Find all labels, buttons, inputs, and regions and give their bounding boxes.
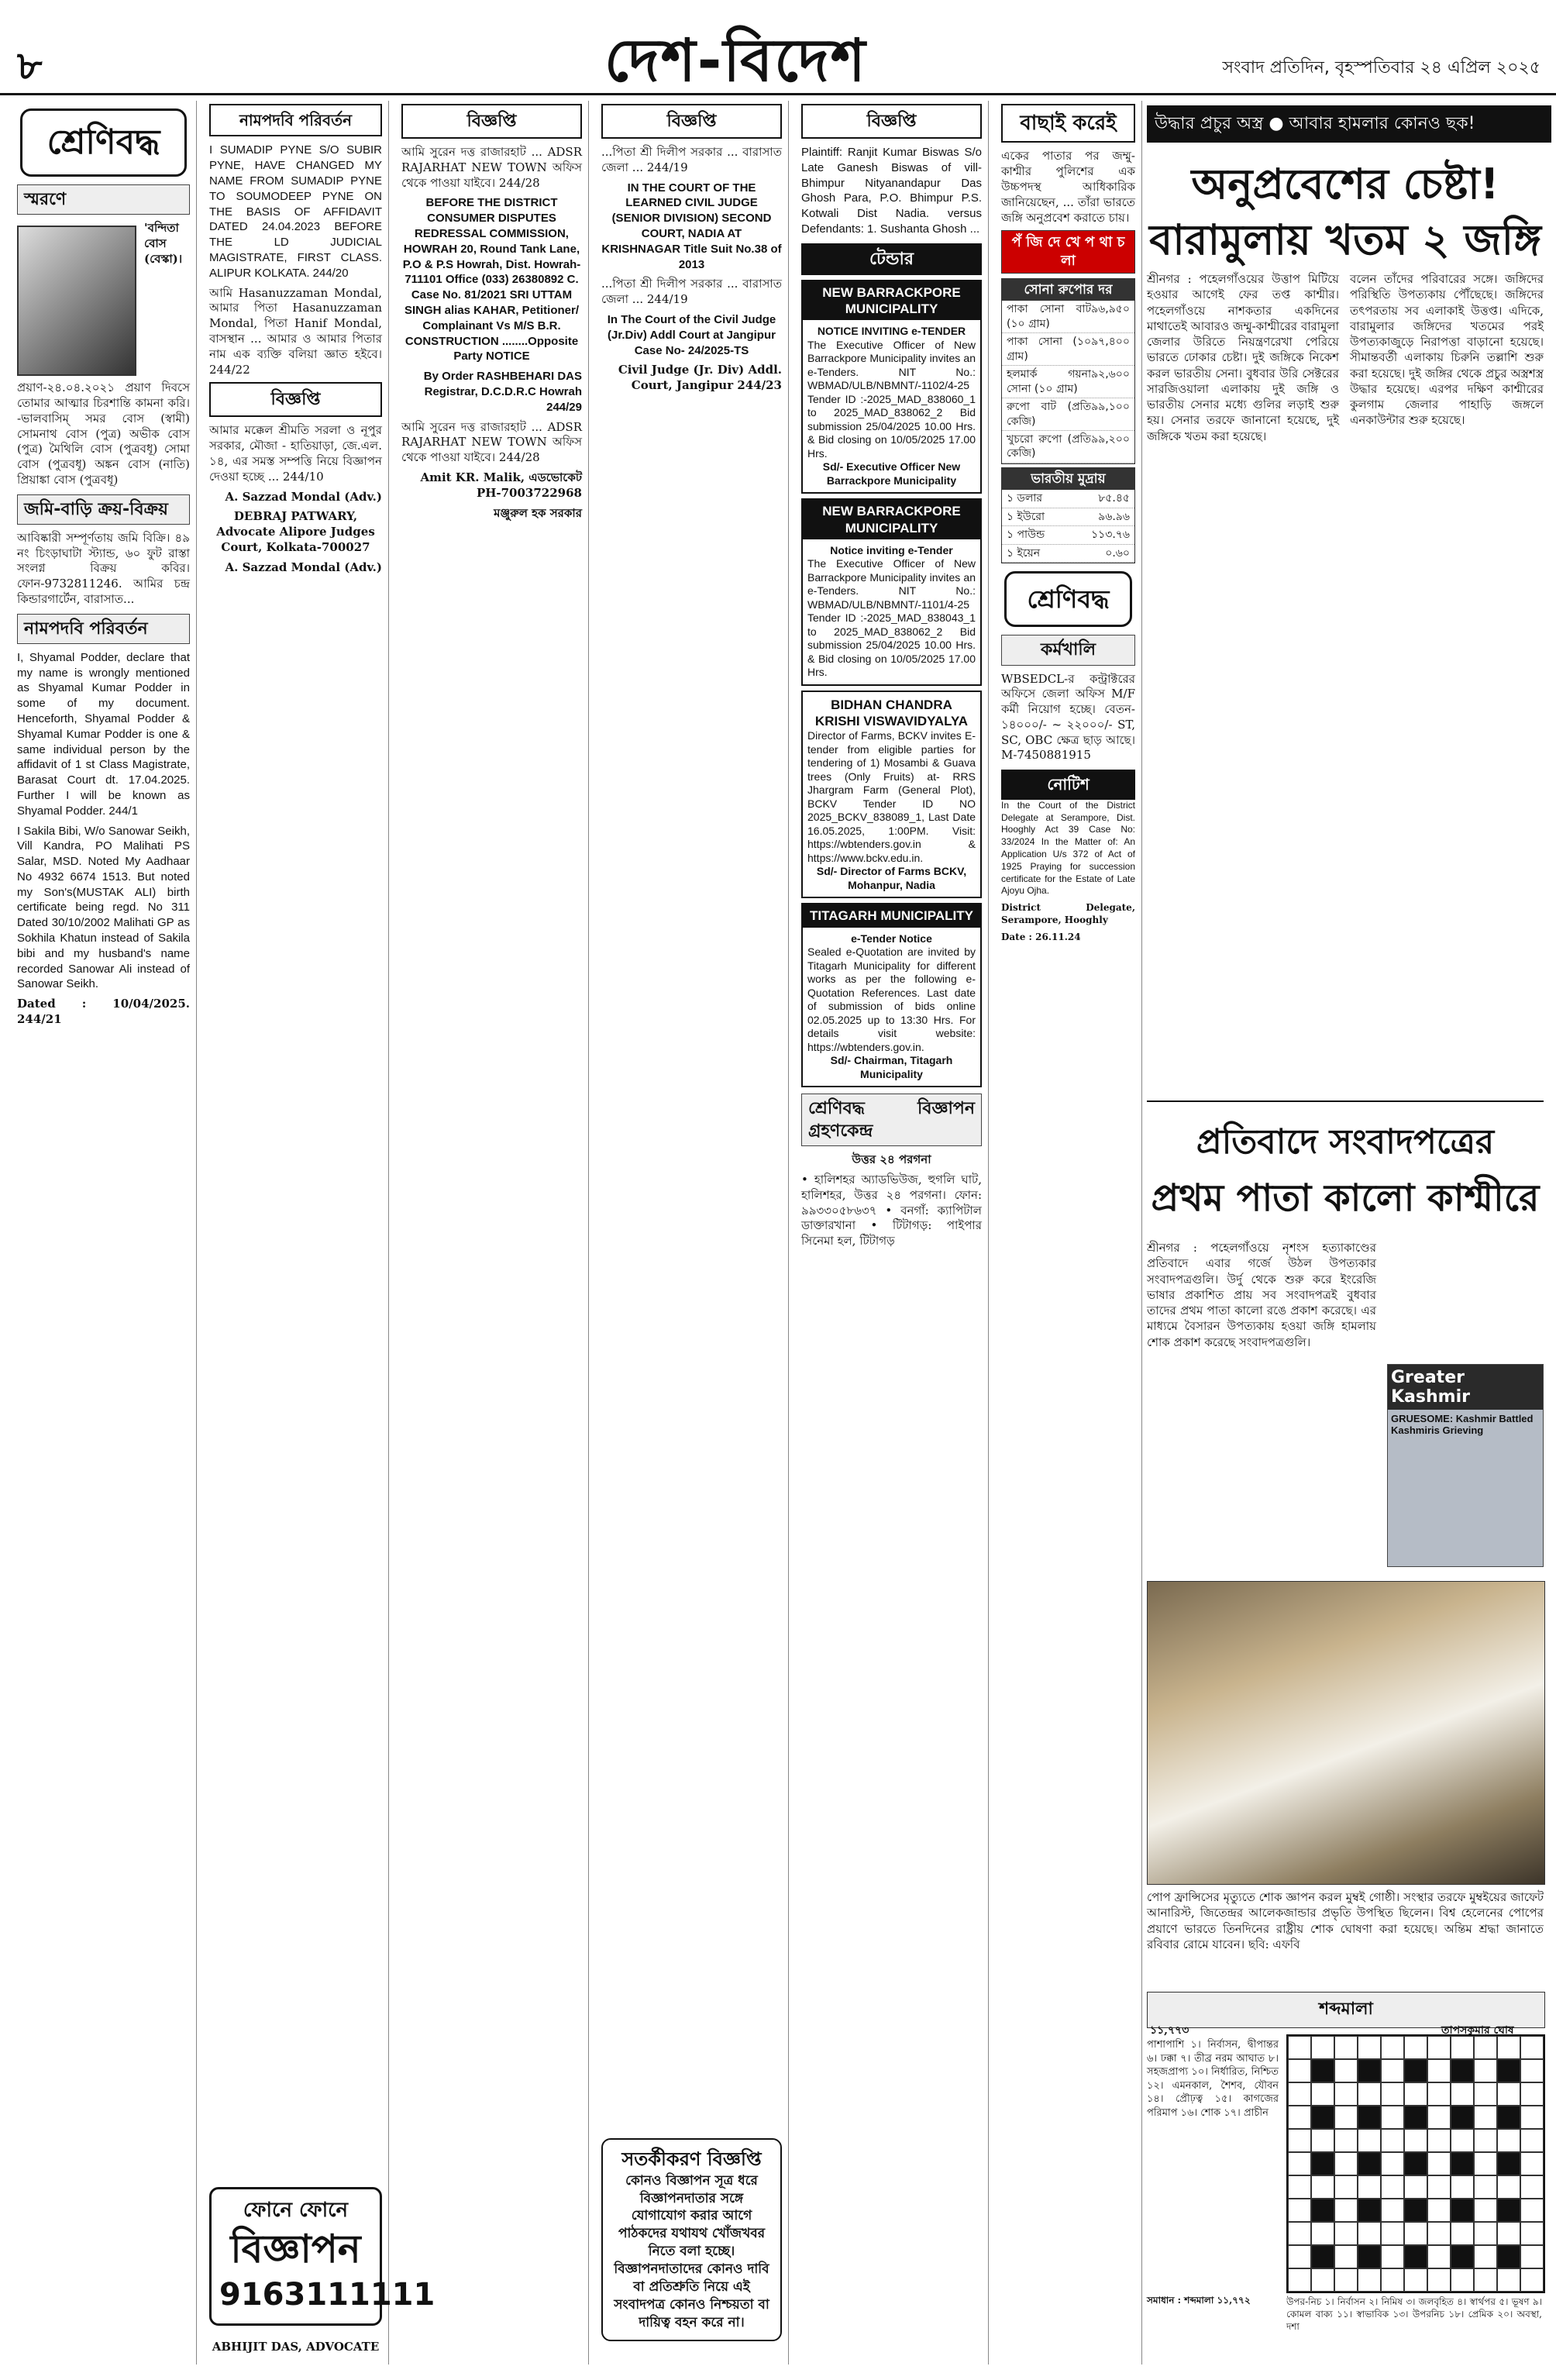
crossword-cell <box>1334 2082 1358 2106</box>
crossword-cell <box>1427 2175 1451 2199</box>
land-header: জমি-বাড়ি ক্রয়-বিক্রয় <box>17 494 190 525</box>
column-court <box>595 101 789 2365</box>
crossword-cell <box>1288 2036 1311 2059</box>
notice-body: আমার মক্কেল শ্রীমতি সরলা ও নূপুর সরকার, মৌজা - হাতিয়াড়া, জে.এল. ১৪, এর সমস্ত সম্পত্তি নিয়ে বিজ্ঞাপন দেওয়া হচ্ছে ... 244/10 <box>209 423 382 484</box>
crossword-cell <box>1404 2036 1427 2059</box>
jobs-text: WBSEDCL-র কন্ট্রাক্টরের অফিসে জেলা অফিস M/F কর্মী নিয়োগ হচ্ছে। বেতন- ১৪০০০/- ~ ২২০০০/- ST, SC, OBC ক্ষেত্র ছাড় আছে। M-7450881915 <box>1001 671 1135 763</box>
crossword-cell <box>1427 2268 1451 2292</box>
crossword-cell <box>1358 2059 1381 2082</box>
separator <box>1147 1100 1544 1102</box>
gk-subtitle: GRUESOME: Kashmir Battled Kashmiris Grieving <box>1391 1413 1534 1436</box>
currency-row: ১ পাউন্ড ১১৩.৭৬ <box>1002 526 1134 544</box>
consumer-sign: By Order RASHBEHARI DAS Registrar, D.C.D.R.C Howrah 244/29 <box>423 370 582 414</box>
crossword-cell <box>1334 2199 1358 2222</box>
crossword-cell <box>1497 2106 1520 2129</box>
crossword-cell <box>1404 2199 1427 2222</box>
notice-date: Date : 26.11.24 <box>1001 931 1081 942</box>
advocate-1: A. Sazzad Mondal (Adv.) <box>225 489 382 504</box>
crossword-cell <box>1381 2222 1404 2245</box>
headline-2: বারামুলায় খতম ২ জঙ্গি <box>1149 215 1541 264</box>
tender-1-sub: NOTICE INVITING e-TENDER <box>817 325 966 338</box>
crossword-cell <box>1497 2129 1520 2152</box>
tender-3-sign: Sd/- Director of Farms BCKV, Mohanpur, Nadia <box>816 865 967 891</box>
crossword-cell <box>1381 2199 1404 2222</box>
land-text: আবিষ্কারী সম্পূর্ণতায় জমি বিক্রি। ৪৯ নং চিংড়াঘাটা স্ট্যান্ড, ৬০ ফুট রাস্তা সংলগ্ন বিক্রয় কবির। ফোন-9732811246. আমির চন্দ্র কিন্ডারগার্টেন, বারাসাত... <box>17 530 190 606</box>
crossword-cell <box>1358 2036 1381 2059</box>
crossword-cell <box>1451 2106 1474 2129</box>
date-line: Dated : 10/04/2025. 244/21 <box>17 997 190 1027</box>
crossword-cell <box>1474 2245 1497 2268</box>
tender-4-head: TITAGARH MUNICIPALITY <box>803 904 980 927</box>
crossword-cell <box>1311 2059 1334 2082</box>
crossword-cell <box>1358 2245 1381 2268</box>
notice-col3-body: আমি সুরেন দত্ত রাজারহাট ... ADSR RAJARHAT NEW TOWN অফিস থেকে পাওয়া যাইবে। 244/28 <box>401 145 582 190</box>
jobs-header: কর্মখালি <box>1001 635 1135 665</box>
tender-header: টেন্ডার <box>801 243 982 275</box>
tender-4-body: Sealed e-Quotation are invited by Titagarh Municipality for different works as per the following e-Quotation References. Last date of submission of bids online 02.05.2025 up to 13:30 Hrs. For details visit website: https://wbtenders.gov.in. <box>807 945 976 1053</box>
crossword-cell <box>1427 2129 1451 2152</box>
tender-2-head: NEW BARRACKPORE MUNICIPALITY <box>803 500 980 539</box>
phone-ad <box>209 2187 435 2326</box>
crossword-cell <box>1311 2082 1334 2106</box>
crossword-cell <box>1474 2199 1497 2222</box>
court-notice-2: In The Court of the Civil Judge (Jr.Div) Addl Court at Jangipur Case No- 24/2025-TS <box>607 313 776 357</box>
crossword-cell <box>1497 2222 1520 2245</box>
column-notice <box>395 101 589 2365</box>
crossword-cell <box>1520 2245 1544 2268</box>
warning-box <box>601 2138 782 2341</box>
crossword-cell <box>1288 2106 1311 2129</box>
currency-row: ১ ডলার ৮৫.৪৫ <box>1002 490 1134 508</box>
crossword-cell <box>1520 2268 1544 2292</box>
crossword-cell <box>1474 2152 1497 2175</box>
crossword-cell <box>1451 2129 1474 2152</box>
crossword-cell <box>1474 2106 1497 2129</box>
crossword-cell <box>1334 2175 1358 2199</box>
crossword-cell <box>1520 2082 1544 2106</box>
crossword-cell <box>1451 2199 1474 2222</box>
tender-3-head: BIDHAN CHANDRA KRISHI VISWAVIDYALYA <box>814 697 969 729</box>
crossword-cell <box>1358 2199 1381 2222</box>
crossword-cell <box>1520 2222 1544 2245</box>
crossword-cell <box>1334 2152 1358 2175</box>
notice-sign: District Delegate, Serampore, Hooghly <box>1001 902 1135 926</box>
currency-row: ১ ইউরো ৯৬.৯৬ <box>1002 508 1134 526</box>
crossword-cell <box>1497 2268 1520 2292</box>
crossword-cell <box>1288 2129 1311 2152</box>
crossword-cell <box>1404 2106 1427 2129</box>
news-banner: উদ্ধার প্রচুর অস্ত্র ● আবার হামলার কোনও ছক! <box>1147 105 1551 143</box>
crossword-cell <box>1474 2175 1497 2199</box>
notice-col4-body-2: ...পিতা শ্রী দিলীপ সরকার ... বারাসাত জেলা ... 244/19 <box>601 277 782 307</box>
crossword-cell <box>1288 2082 1311 2106</box>
advocate-manjurul: মঞ্জুরুল হক সরকার <box>494 505 582 520</box>
namechange-header: নামপদবি পরিবর্তন <box>17 614 190 644</box>
crossword-cell <box>1404 2175 1427 2199</box>
crossword-cell <box>1311 2245 1334 2268</box>
crossword-cell <box>1334 2036 1358 2059</box>
crossword-cell <box>1451 2059 1474 2082</box>
phone-ad-line1: ফোনে ফোনে <box>243 2198 349 2222</box>
memorial-photo <box>17 226 136 376</box>
notice-col3-header: বিজ্ঞপ্তি <box>401 104 582 139</box>
crossword-cell <box>1497 2152 1520 2175</box>
crossword-cell <box>1451 2036 1474 2059</box>
story-b: বলেন তাঁদের পরিবারের সঙ্গে। জঙ্গিদের পরিস্থিতি উপত্যকায় পৌঁছেছে। জঙ্গিদের তৎপরতায় সব এলাকাই উত্তপ্ত। এদিকে, বারামুলার জঙ্গিদের খতমের পরই উপত্যকাজুড়ে নিরাপত্তা বাড়ানো হয়েছে। সীমান্তবর্তী এলাকায় চিরুনি তল্লাশি শুরু করা হয়েছে। দুই জঙ্গির থেকে প্রচুর অস্ত্রশস্ত্র উদ্ধার হয়েছে। এরপর দক্ষিণ কাশ্মীরের কুলগাম জেলার পাহাড়ি জঙ্গলে এনকাউন্টার শুরু হয়েছে। <box>1350 272 1544 428</box>
currency-rate-box <box>1001 467 1135 563</box>
crossword-cell <box>1358 2152 1381 2175</box>
gold-row: খুচরো রুপো (প্রতি কেজি) ৯৯,২০০ <box>1002 431 1134 463</box>
crossword-cell <box>1497 2059 1520 2082</box>
tender-2-body: The Executive Officer of New Barrackpore Municipality invites an e-Tenders. NIT No.: WBMAD/ULB/NBMNT/-1101/4-25 Tender ID :-2025_MAD_838043_1 to 2025_MAD_838062_2 Bid submission 25/04/2025 10.00 Hrs. & Bid closing on 10/05/2025 17.00 Hrs. <box>807 557 976 679</box>
crossword-cell <box>1474 2059 1497 2082</box>
page-number: ৮ <box>17 43 43 88</box>
crossword-cell <box>1404 2245 1427 2268</box>
crossword-cell <box>1381 2059 1404 2082</box>
crossword-cell <box>1497 2082 1520 2106</box>
crossword-cell <box>1404 2082 1427 2106</box>
notice-col4-header: বিজ্ঞপ্তি <box>601 104 782 139</box>
gold-rate-header: সোনা রুপোর দর <box>1002 279 1134 301</box>
dateline: সংবাদ প্রতিদিন, বৃহস্পতিবার ২৪ এপ্রিল ২০২৫ <box>1222 58 1541 77</box>
crossword-cell <box>1404 2268 1427 2292</box>
crossword-cell <box>1474 2082 1497 2106</box>
tender-4-sign: Sd/- Chairman, Titagarh Municipality <box>830 1054 953 1080</box>
crossword-cell <box>1451 2175 1474 2199</box>
crossword-cell <box>1427 2106 1451 2129</box>
crossword-cell <box>1334 2268 1358 2292</box>
crossword-cell <box>1451 2245 1474 2268</box>
classified-title-2: শ্রেণিবদ্ধ <box>1004 571 1132 627</box>
notice-header: বিজ্ঞপ্তি <box>209 382 382 417</box>
crossword-cell <box>1311 2199 1334 2222</box>
column-news-rates <box>995 101 1142 2365</box>
phone-ad-line2: বিজ্ঞাপন <box>230 2227 361 2272</box>
crossword-cell <box>1404 2129 1427 2152</box>
section-title: দেশ-বিদেশ <box>604 26 867 95</box>
crossword-cell <box>1451 2082 1474 2106</box>
crossword-cell <box>1497 2199 1520 2222</box>
crossword-cell <box>1520 2036 1544 2059</box>
crossword-number: ১১,৭৭৩ <box>1150 2024 1189 2037</box>
region-north24: উত্তর ২৪ পরগনা <box>852 1152 931 1167</box>
crossword-cell <box>1311 2222 1334 2245</box>
column-name-change <box>203 101 435 2365</box>
crossword-cell <box>1404 2152 1427 2175</box>
classified-title: শ্রেণিবদ্ধ <box>20 108 187 177</box>
column-classifieds <box>11 101 197 2365</box>
crossword-cell <box>1311 2152 1334 2175</box>
crossword-cell <box>1381 2152 1404 2175</box>
crossword-cell <box>1334 2106 1358 2129</box>
gold-row: পাকা সোনা (১০ গ্রাম) ৯৭,৪০০ <box>1002 333 1134 366</box>
column-tenders <box>795 101 989 2365</box>
crossword-cell <box>1288 2059 1311 2082</box>
crossword-cell <box>1497 2245 1520 2268</box>
crossword-cell <box>1381 2129 1404 2152</box>
tender-notice-4 <box>801 903 982 1087</box>
crossword-cell <box>1427 2245 1451 2268</box>
agent-list: • হালিশহর অ্যাডভিউজ, হুগলি ঘাট, হালিশহর, উত্তর ২৪ পরগনা। ফোন: ৯৯৩৩০৫৮৬৩৭ • বনগাঁ: ক্যাপিটাল ডাক্তারখানা • টিটাগড়: পাইপার সিনেমা হল, টিটাগড় <box>801 1172 982 1249</box>
bachhai-header: বাছাই করেই <box>1001 104 1135 143</box>
pope-photo <box>1147 1581 1545 1885</box>
namechange-col-header: নামপদবি পরিবর্তন <box>209 104 382 136</box>
crossword-cell <box>1474 2129 1497 2152</box>
crossword-cell <box>1381 2106 1404 2129</box>
tender-3-body: Director of Farms, BCKV invites E-tender from eligible parties for tendering of 1) Mosambi & Guava trees (Only Fruits) at- RRS Jhargram Farm (General Plot), BCKV Tender ID NO 2025_BCKV_838089_1, Last Date 16.05.2025, 1:00PM. Visit: https://wbtenders.gov.in & https://www.bckv.edu.in. <box>807 729 976 864</box>
gold-row: রুপো বাট (প্রতি কেজি) ৯৯,১০০ <box>1002 398 1134 431</box>
crossword-cell <box>1427 2036 1451 2059</box>
tender-1-body: The Executive Officer of New Barrackpore Municipality invites an e-Tenders. NIT No.: WBMAD/ULB/NBMNT/-1102/4-25 Tender ID :-2025_MAD_838060_1 to 2025_MAD_838062_2 Bid submission 25/04/2025 10.00 Hrs. & Bid closing on 10/05/2025 17.00 Hrs. <box>807 338 976 460</box>
crossword-cell <box>1311 2106 1334 2129</box>
headline-3: প্রতিবাদে সংবাদপত্রের <box>1196 1122 1495 1162</box>
crossword-cell <box>1358 2129 1381 2152</box>
crossword-cell <box>1288 2268 1311 2292</box>
notice-header-2: নোটিশ <box>1001 770 1135 799</box>
consumer-notice: BEFORE THE DISTRICT CONSUMER DISPUTES REDRESSAL COMMISSION, HOWRAH 20, Round Tank Lane, P.O & P.S Howrah, Dist. Howrah-711101 Office (033) 26380892 C. Case No. 81/2021 SRI UTTAM SINGH alias KAHAR, Petitioner/ Complainant Vs M/S B.R. CONSTRUCTION ........Opposite Party NOTICE <box>402 196 581 363</box>
civil-judge: Civil Judge (Jr. Div) Addl. Court, Jangipur 244/23 <box>618 363 782 393</box>
crossword-cell <box>1474 2036 1497 2059</box>
crossword-cell <box>1288 2152 1311 2175</box>
crossword-cell <box>1427 2059 1451 2082</box>
advocate-2: DEBRAJ PATWARY, Advocate Alipore Judges Court, Kolkata-700027 <box>216 509 375 554</box>
crossword-cell <box>1288 2245 1311 2268</box>
crossword-clues-across: পাশাপাশি ১। নির্বাসন, দ্বীপান্তর ৬। ঢক্কা ৭। তীব্র নরম আঘাত ৮। সহজপ্রাপ্য ১০। নির্ধারিত, নিশ্চিত ১২। এমনকাল, শৈশব, যৌবন ১৪। প্রৌঢ়ত্ব ১৫। কাগজের পরিমাপ ১৬। শোক ১৭। প্রাচীন <box>1147 2039 1279 2119</box>
crossword-cell <box>1288 2222 1311 2245</box>
crossword-cell <box>1381 2245 1404 2268</box>
crossword-cell <box>1288 2175 1311 2199</box>
memorial-text: প্রয়াণ-২৪.০৪.২০২১ প্রয়াণ দিবসে তোমার আত্মার চিরশান্তি কামনা করি। -ভালবাসিম্ সমর বোস (স্বামী) সোমনাথ বোস (পুত্র) অভীক বোস (পুত্র) মৈথিলি বোস (পুত্রবধূ) সোমা বোস (পুত্রবধূ) অঙ্কন বোস (নাতি) প্রিয়াঙ্কা বোস (পুত্রবধূ) <box>17 381 190 487</box>
tender-2-sub: Notice inviting e-Tender <box>830 543 953 556</box>
namechange-text-2: I Sakila Bibi, W/o Sanowar Seikh, Vill Kandra, PO Malihati PS Salar, MSD. Noted My Aadhaar No 4932 6674 1513. But noted my Son's(MUSTAK ALI) birth certificate being regd. No 311 Dated 30/10/2002 Malihati GP as Sokhila Khatun instead of Sakila bibi and my husband's name recorded Sanowar Ali instead of Sanowar Seikh. <box>17 824 190 991</box>
crossword-author: তাপসকুমার ঘোষ <box>1441 2024 1514 2037</box>
crossword-clues-header <box>1150 2021 1189 2040</box>
warning-title: সতর্কীকরণ বিজ্ঞপ্তি <box>621 2148 762 2170</box>
tender-notice-2 <box>801 498 982 686</box>
affidavit-text: I SUMADIP PYNE S/O SUBIR PYNE, HAVE CHANGED MY NAME FROM SUMADIP PYNE TO SOUMODEEP PYNE ON THE BASIS OF AFFIDAVIT DATED 24.04.2023 BEFORE THE LD JUDICIAL MAGISTRATE, FIRST CLASS. ALIPUR KOLKATA. 244/20 <box>209 143 382 280</box>
warning-text: কোনও বিজ্ঞাপন সূত্র ধরে বিজ্ঞাপনদাতার সঙ্গে যোগাযোগ করার আগে পাঠকদের যথাযথ খোঁজখবর নিতে বলা হচ্ছে। বিজ্ঞাপনদাতাদের কোনও দাবি বা প্রতিশ্রুতি নিয়ে এই সংবাদপত্র কোনও নিশ্চয়তা বা দায়িত্ব বহন করে না। <box>614 2172 769 2331</box>
gold-row: হলমার্ক গয়না সোনা (১০ গ্রাম) ৯২,৬০০ <box>1002 366 1134 398</box>
crossword-cell <box>1451 2268 1474 2292</box>
crossword-cell <box>1520 2175 1544 2199</box>
crossword-title: শব্দমালা <box>1147 1992 1545 2028</box>
crossword-cell <box>1311 2268 1334 2292</box>
crossword-cell <box>1358 2175 1381 2199</box>
advocate-3: A. Sazzad Mondal (Adv.) <box>225 560 382 574</box>
crossword-cell <box>1334 2059 1358 2082</box>
tender-notice-3 <box>801 691 982 899</box>
newspaper-image <box>1387 1364 1544 1567</box>
advocate-amit: Amit KR. Malik, এডভোকেট PH-7003722968 <box>420 470 582 500</box>
crossword-cell <box>1404 2059 1427 2082</box>
court-notice: IN THE COURT OF THE LEARNED CIVIL JUDGE (SENIOR DIVISION) SECOND COURT, NADIA AT KRISHNAGAR Title Suit No.38 of 2013 <box>601 181 782 271</box>
crossword-cell <box>1520 2129 1544 2152</box>
classified-centers-header: শ্রেণিবদ্ধ বিজ্ঞাপন গ্রহণকেন্দ্র <box>801 1094 982 1146</box>
notice-col4-body: ...পিতা শ্রী দিলীপ সরকার ... বারাসাত জেলা ... 244/19 <box>601 145 782 174</box>
crossword-clues-down: উপর-নিচ ১। নির্বাসন ২। নিমিষ ৩। জলবৃহিত ৪। স্বার্থপর ৫। ভূষণ ৯। কোমল বাক্য ১১। স্বাভাবিক ১৩। উপরনিচ ১৮। প্রেমিক ২০। অবস্থা, দশা <box>1286 2296 1542 2333</box>
tender-1-sign: Sd/- Executive Officer New Barrackpore Municipality <box>822 460 961 487</box>
tender-1-head: NEW BARRACKPORE MUNICIPALITY <box>803 281 980 321</box>
notice-col3-body-2: আমি সুরেন দত্ত রাজারহাট ... ADSR RAJARHAT NEW TOWN অফিস থেকে পাওয়া যাইবে। 244/28 <box>401 419 582 465</box>
crossword-cell <box>1381 2175 1404 2199</box>
crossword-cell <box>1404 2222 1427 2245</box>
crossword-cell <box>1311 2129 1334 2152</box>
crossword-cell <box>1288 2199 1311 2222</box>
crossword-cell <box>1451 2152 1474 2175</box>
crossword-cell <box>1358 2222 1381 2245</box>
masthead <box>0 0 1556 95</box>
tender-4-sub: e-Tender Notice <box>851 932 932 945</box>
story-a: শ্রীনগর : পহেলগাঁওয়ের উত্তাপ মিটিয়ে হওয়ার আগেই ফের তপ্ত কাশ্মীর। পহেলগাঁওয়ে নাশকতার একদিনের মাথাতেই আবারও জম্মু-কাশ্মীরের বারামুলা জেলার উরিতে নিয়ন্ত্রণরেখা পেরিয়ে ভারতে ঢোকার চেষ্টা। দুই জঙ্গিকে নিকেশ করল ভারতীয় সেনা। বুধবার উরি সেক্টরের সারজিওয়ালা এলাকায় দুই জঙ্গি ও ভারতীয় সেনার মধ্যে গুলির লড়াই শুরু হয়। সেনার তরফে জানানো হয়েছে, দুই জঙ্গিকে খতম করা হয়েছে। <box>1147 272 1339 443</box>
crossword-cell <box>1520 2152 1544 2175</box>
memorial-name: 'বন্দিতা বোস (বেস্কা)। <box>144 221 183 266</box>
crossword-cell <box>1381 2036 1404 2059</box>
gold-row: পাকা সোনা বাট (১০ গ্রাম) ৯৬,৯৫০ <box>1002 301 1134 333</box>
notice-col5-header: বিজ্ঞপ্তি <box>801 104 982 139</box>
crossword-cell <box>1334 2222 1358 2245</box>
crossword-grid <box>1286 2034 1545 2293</box>
crossword-cell <box>1427 2199 1451 2222</box>
currency-row: ১ ইয়েন ০.৬০ <box>1002 545 1134 563</box>
succession-notice: In the Court of the District Delegate at Serampore, Dist. Hooghly Act 39 Case No: 33/2024 In the Matter of: An Application U/s 372 of Act of 1925 Praying for succession certificate for the Estate of Late Ajoyu Ojha. <box>1001 799 1135 897</box>
crossword-cell <box>1427 2222 1451 2245</box>
almanac-header: পঁ জি দে খে প থা চ লা <box>1002 231 1134 273</box>
footer-advocate: ABHIJIT DAS, ADVOCATE <box>212 2340 380 2354</box>
headline-4: প্রথম পাতা কালো কাশ্মীরে <box>1151 1176 1540 1220</box>
currency-header: ভারতীয় মুদ্রায় <box>1002 468 1134 490</box>
story-c: শ্রীনগর : পহেলগাঁওয়ে নৃশংস হত্যাকাণ্ডের প্রতিবাদে এবার গর্জে উঠল উপত্যকার সংবাদপত্রগুলি। উর্দু থেকে শুরু করে ইংরেজি ভাষার প্রকাশিত প্রায় সব সংবাদপত্রই বুধবার তাদের প্রথম পাতা কালো রঙে প্রকাশ করেছে। এর মাধ্যমে বৈসারন উপত্যকায় হওয়া জঙ্গি হামলায় শোক প্রকাশ করেছে সংবাদপত্রগুলি। <box>1147 1241 1376 1349</box>
almanac-box <box>1001 230 1135 274</box>
crossword-cell <box>1334 2129 1358 2152</box>
crossword-cell <box>1427 2082 1451 2106</box>
crossword-cell <box>1520 2199 1544 2222</box>
crossword-cell <box>1497 2036 1520 2059</box>
crossword-cell <box>1497 2175 1520 2199</box>
plaintiff-text: Plaintiff: Ranjit Kumar Biswas S/o Late Ganesh Biswas of vill-Bhimpur Nityanandapur Das Ghosh Para, P.O. Bhimpur P.S. Kotwali Dist Nadia. versus Defendants: 1. Sushanta Ghosh ... <box>801 146 982 236</box>
crossword-solution: সমাধান : শব্দমালা ১১,৭৭২ <box>1147 2295 1251 2306</box>
gk-title: Greater Kashmir <box>1388 1365 1543 1410</box>
crossword-cell <box>1427 2152 1451 2175</box>
crossword-cell <box>1311 2175 1334 2199</box>
phone-ad-number: 9163111111 <box>219 2277 435 2313</box>
crossword-cell <box>1474 2222 1497 2245</box>
crossword-cell <box>1451 2222 1474 2245</box>
headline-1: অনুপ্রবেশের চেষ্টা! <box>1191 160 1499 208</box>
crossword-cell <box>1358 2082 1381 2106</box>
memorial-header: স্মরণে <box>17 184 190 215</box>
crossword-cell <box>1520 2106 1544 2129</box>
crossword-cell <box>1358 2106 1381 2129</box>
crossword-cell <box>1381 2082 1404 2106</box>
namechange-text: I, Shyamal Podder, declare that my name is wrongly mentioned as Shyamal Kumar Podder in some of my document. Henceforth, Shyamal Podder & Shyamal Kumar Podder is one & same individual person by the affidavit of 1 st Class Magistrate, Barasat Court dt. 17.04.2025. Further I will be known as Shyamal Podder. 244/1 <box>17 650 190 818</box>
crossword-cell <box>1381 2268 1404 2292</box>
crossword-cell <box>1520 2059 1544 2082</box>
bachhai-text: একের পাতার পর জম্মু-কাশ্মীর পুলিশের এক উচ্চপদস্থ আধিকারিক জানিয়েছেন, ... তাঁরা ভারতে জঙ্গি অনুপ্রবেশ করাতে চায়। <box>1001 149 1135 225</box>
crossword-cell <box>1358 2268 1381 2292</box>
crossword-cell <box>1334 2245 1358 2268</box>
crossword-cell <box>1311 2036 1334 2059</box>
gold-rate-box <box>1001 278 1135 464</box>
namechange-body: আমি Hasanuzzaman Mondal, আমার পিতা Hasanuzzaman Mondal, পিতা Hanif Mondal, বাসস্থান ... আমার ও আমার পিতার নাম এক ব্যক্তি বলিয়া জ্ঞাত হইবে। 244/22 <box>209 285 382 377</box>
crossword-cell <box>1474 2268 1497 2292</box>
tender-notice-1 <box>801 280 982 494</box>
photo-caption: পোপ ফ্রান্সিসের মৃত্যুতে শোক জ্ঞাপন করল মুম্বই গোষ্ঠী। সংস্থার তরফে মুম্বইয়ের জাফেট আনারিস্ট, জিতেন্দ্রর আলেকজান্ডার প্রভৃতি উপস্থিত ছিলেন। বিশ্ব হেলেনের পোপের প্রয়াণে ভারতে তিনদিনের রাষ্ট্রীয় শোক ঘোষণা করা হয়েছে। অন্তিম শ্রদ্ধা জানাতে রবিবার রোমে যাবেন। ছবি: এফবি <box>1147 1890 1544 1951</box>
